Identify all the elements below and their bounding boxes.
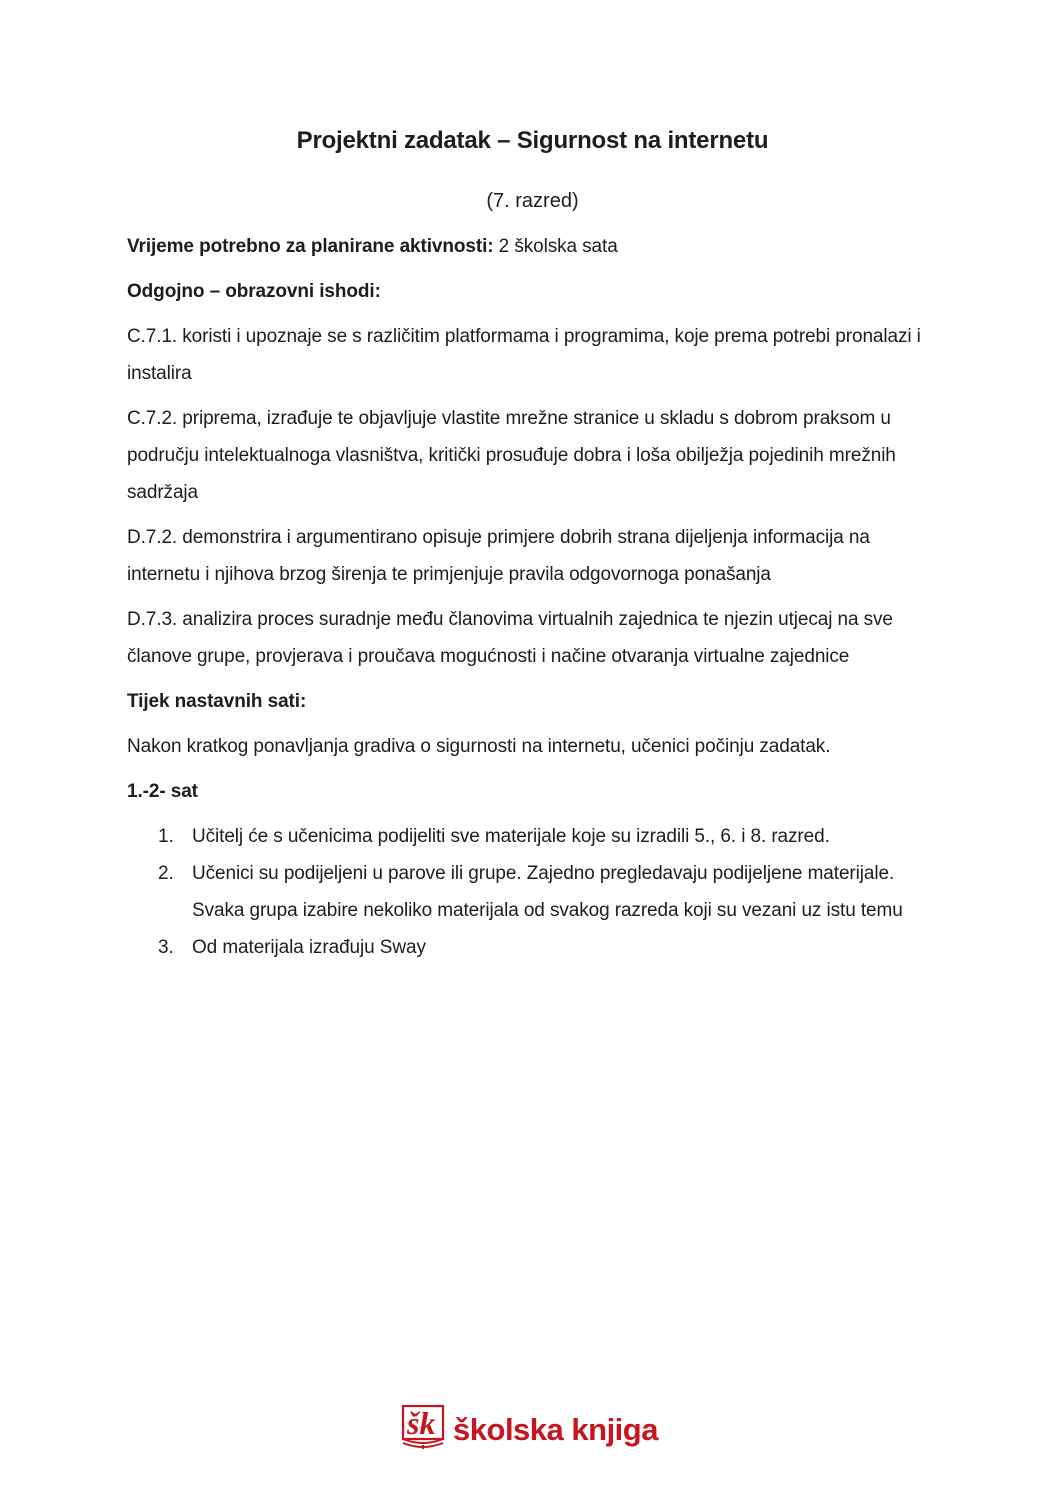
publisher-logo bbox=[400, 1398, 658, 1454]
svg-text:šk: šk bbox=[407, 1405, 436, 1441]
outcome-paragraph-d72: D.7.2. demonstrira i argumentirano opisuje primjere dobrih strana dijeljenja informacija na internetu i njihova brzog širenja te primjenjuje pravila odgovornoga ponašanja bbox=[127, 527, 870, 585]
logo-wordmark: školska knjiga bbox=[453, 1411, 658, 1447]
step-item: Učenici su podijeljeni u parove ili grupe. Zajedno pregledavaju podijeljene materijale. Svaka grupa izabire nekoliko materijala od svakog razreda koji su vezani uz istu temu bbox=[192, 863, 903, 921]
time-required-line bbox=[127, 228, 938, 265]
outcome-paragraph-c72: C.7.2. priprema, izrađuje te objavljuje vlastite mrežne stranice u skladu s dobrom praksom u području intelektualnoga vlasništva, kritički prosuđuje dobra i loša obilježja pojedinih mrežnih sadržaja bbox=[127, 408, 896, 503]
time-required-label: Vrijeme potrebno za planirane aktivnosti: bbox=[127, 236, 494, 257]
step-item: Učitelj će s učenicima podijeliti sve materijale koje su izradili 5., 6. i 8. razred. bbox=[192, 826, 830, 847]
step-item: Od materijala izrađuju Sway bbox=[192, 937, 426, 958]
outcome-paragraph-d73: D.7.3. analizira proces suradnje među članovima virtualnih zajednica te njezin utjecaj na sve članove grupe, provjerava i proučava mogućnosti i načine otvaranja virtualne zajednice bbox=[127, 609, 893, 667]
outcomes-heading: Odgojno – obrazovni ishodi: bbox=[127, 281, 381, 302]
hours-heading: 1.-2- sat bbox=[127, 781, 198, 802]
page-subtitle: (7. razred) bbox=[486, 190, 579, 212]
time-required-value: 2 školska sata bbox=[493, 236, 618, 257]
steps-list bbox=[127, 818, 938, 966]
page-title: Projektni zadatak – Sigurnost na internetu bbox=[296, 127, 769, 154]
outcome-paragraph-c71: C.7.1. koristi i upoznaje se s različitim platformama i programima, koje prema potrebi pronalazi i instalira bbox=[127, 326, 921, 384]
flow-intro: Nakon kratkog ponavljanja gradiva o sigurnosti na internetu, učenici počinju zadatak. bbox=[127, 736, 831, 757]
skolska-knjiga-logo-icon bbox=[400, 1398, 446, 1454]
flow-heading: Tijek nastavnih sati: bbox=[127, 691, 307, 712]
